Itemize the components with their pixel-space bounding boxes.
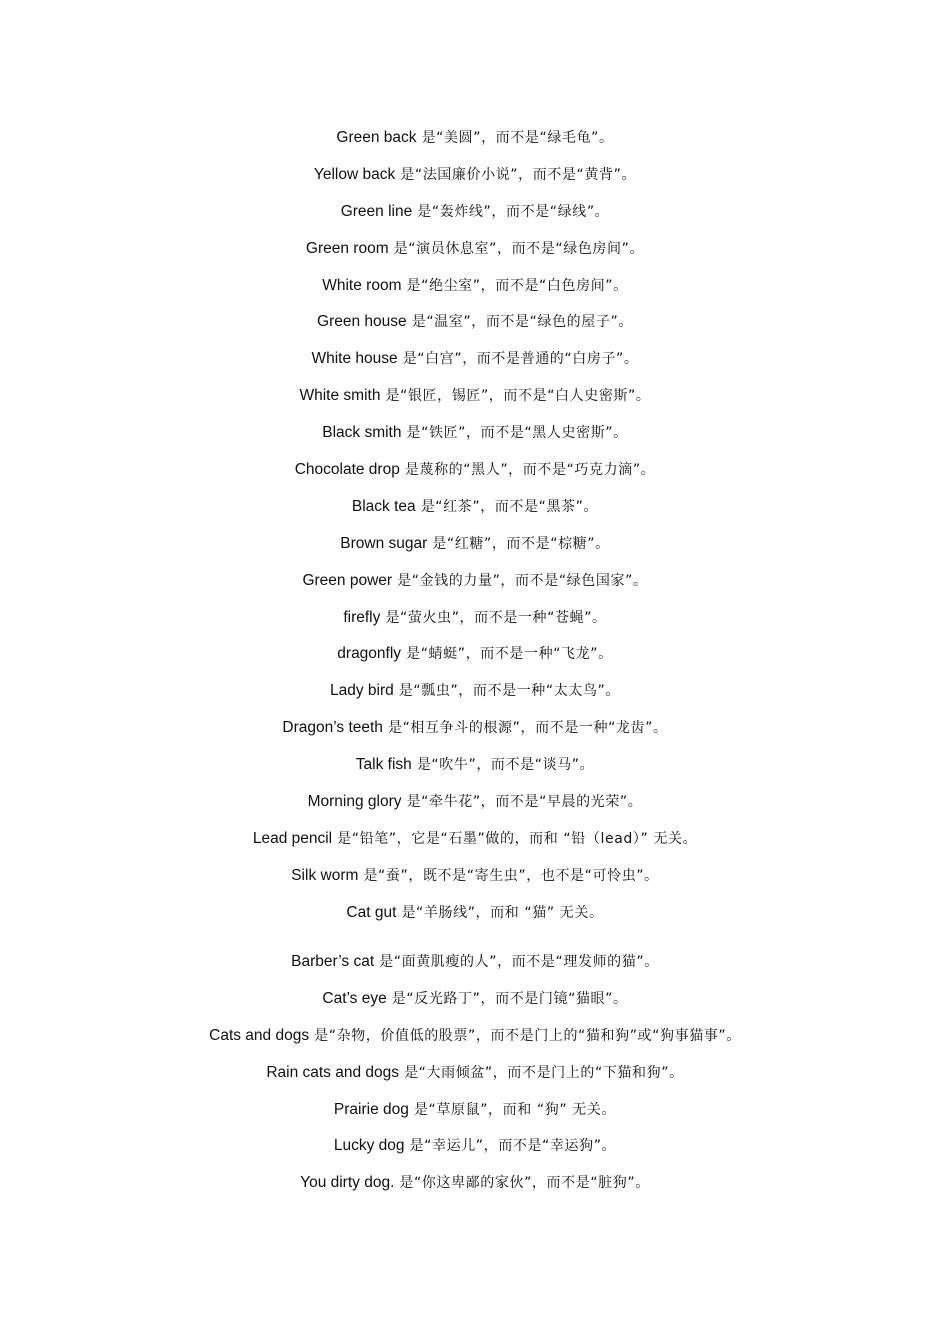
entry-line — [0, 307, 950, 344]
entry-chinese: 是“铅笔”，它是“石墨”做的，而和 “铅（lead）” 无关。 — [332, 830, 698, 847]
entry-line — [0, 381, 950, 418]
entry-english: firefly — [343, 608, 381, 626]
entry-english: Lead pencil — [252, 829, 333, 847]
entry-english: Dragon’s teeth — [282, 719, 383, 737]
entry-line — [0, 750, 950, 787]
entry-english: Cat gut — [346, 903, 397, 921]
entry-english: Rain cats and dogs — [266, 1063, 400, 1081]
entry-english: Green house — [317, 313, 407, 331]
entry-english: Morning glory — [307, 793, 402, 811]
entry-chinese: 是“相互争斗的根源”，而不是一种“龙齿”。 — [382, 720, 668, 737]
entry-chinese: 是“你这卑鄙的家伙”，而不是“脏狗”。 — [394, 1175, 650, 1192]
entry-english: Talk fish — [355, 756, 412, 774]
entry-line — [0, 639, 950, 676]
entry-chinese: 是“演员休息室”，而不是“绿色房间”。 — [388, 240, 645, 257]
entry-english: White smith — [299, 387, 381, 405]
entry-chinese: 是“轰炸线”，而不是“绿线”。 — [412, 203, 610, 220]
entry-line — [0, 455, 950, 492]
entry-english: White room — [322, 276, 402, 294]
entry-english: Green room — [305, 239, 389, 257]
entry-english: dragonfly — [337, 645, 402, 663]
entry-line — [0, 1095, 950, 1132]
entry-chinese: 是“草原鼠”，而和 “狗” 无关。 — [408, 1101, 617, 1118]
entry-chinese: 是“蚕”，既不是“寄生虫”，也不是“可怜虫”。 — [358, 867, 659, 884]
entry-line — [0, 529, 950, 566]
entry-english: Lady bird — [329, 682, 394, 700]
entry-english: White house — [311, 350, 398, 368]
entry-line — [0, 1168, 950, 1205]
entry-chinese: 是“银匠，锡匠”，而不是“白人史密斯”。 — [380, 388, 651, 405]
entry-chinese: 是“吹牛”，而不是“谈马”。 — [411, 757, 595, 774]
entry-line — [0, 492, 950, 529]
entry-line — [0, 123, 950, 160]
entry-list — [0, 123, 950, 935]
entry-line — [0, 418, 950, 455]
entry-line — [0, 234, 950, 271]
entry-chinese: 是“杂物，价值低的股票”，而不是门上的“猫和狗”或“狗事猫事”。 — [309, 1027, 741, 1044]
entry-list-continued — [0, 947, 950, 1205]
entry-english: Cat’s eye — [322, 989, 387, 1007]
entry-line — [0, 603, 950, 640]
entry-english: Brown sugar — [340, 534, 428, 552]
entry-line — [0, 1058, 950, 1095]
entry-line — [0, 566, 950, 603]
entry-chinese: 是“反光路丁”，而不是门镜“猫眼”。 — [386, 990, 628, 1007]
entry-line — [0, 787, 950, 824]
entry-english: Lucky dog — [333, 1137, 405, 1155]
entry-english: Green back — [336, 129, 417, 146]
entry-chinese: 是“金钱的力量”，而不是“绿色国家”。 — [392, 572, 648, 589]
entry-english: Chocolate drop — [294, 461, 400, 479]
entry-line — [0, 824, 950, 861]
entry-chinese: 是“羊肠线”，而和 “猫” 无关。 — [396, 904, 604, 921]
entry-chinese: 是“绝尘室”，而不是“白色房间”。 — [401, 277, 628, 294]
entry-english: Yellow back — [313, 165, 396, 183]
entry-line — [0, 713, 950, 750]
entry-english: Green power — [302, 571, 393, 589]
entry-chinese: 是“大雨倾盆”，而不是门上的“下猫和狗”。 — [399, 1064, 684, 1081]
entry-chinese: 是“萤火虫”，而不是一种“苍蝇”。 — [380, 609, 607, 626]
entry-chinese: 是“温室”，而不是“绿色的屋子”。 — [406, 314, 633, 331]
entry-english: Green line — [340, 202, 413, 220]
entry-chinese: 是“牵牛花”，而不是“早晨的光荣”。 — [401, 794, 643, 811]
entry-line — [0, 984, 950, 1021]
entry-chinese: 是“蜻蜓”，而不是一种“飞龙”。 — [401, 646, 613, 663]
entry-english: You dirty dog. — [300, 1174, 395, 1192]
entry-line — [0, 676, 950, 713]
entry-english: Prairie dog — [333, 1100, 409, 1118]
entry-chinese: 是“红茶”，而不是“黑茶”。 — [415, 498, 599, 515]
entry-english: Cats and dogs — [209, 1026, 310, 1044]
entry-line — [0, 861, 950, 898]
entry-english: Silk worm — [291, 866, 359, 884]
entry-chinese: 是蔑称的“黑人”，而不是“巧克力滴”。 — [399, 462, 656, 479]
entry-chinese: 是“面黄肌瘦的人”，而不是“理发师的猫”。 — [374, 954, 659, 970]
entry-english: Black smith — [322, 424, 402, 442]
entry-line — [0, 1131, 950, 1168]
entry-line — [0, 271, 950, 308]
entry-line — [0, 197, 950, 234]
entry-chinese: 是“白宫”，而不是普通的“白房子”。 — [397, 351, 639, 368]
entry-line — [0, 1021, 950, 1058]
entry-english: Barber’s cat — [291, 953, 375, 970]
entry-chinese: 是“瓢虫”，而不是一种“太太鸟”。 — [393, 683, 621, 700]
entry-english: Black tea — [351, 497, 416, 515]
entry-chinese: 是“铁匠”，而不是“黑人史密斯”。 — [401, 425, 628, 442]
entry-line — [0, 898, 950, 935]
entry-chinese: 是“法国廉价小说”，而不是“黄背”。 — [395, 166, 637, 183]
entry-line — [0, 344, 950, 381]
entry-chinese: 是“美圆”，而不是“绿毛龟”。 — [416, 130, 614, 146]
entry-line — [0, 160, 950, 197]
entry-line — [0, 947, 950, 984]
entry-chinese: 是“红糖”，而不是“棕糖”。 — [427, 535, 610, 552]
entry-chinese: 是“幸运儿”，而不是“幸运狗”。 — [404, 1138, 617, 1155]
